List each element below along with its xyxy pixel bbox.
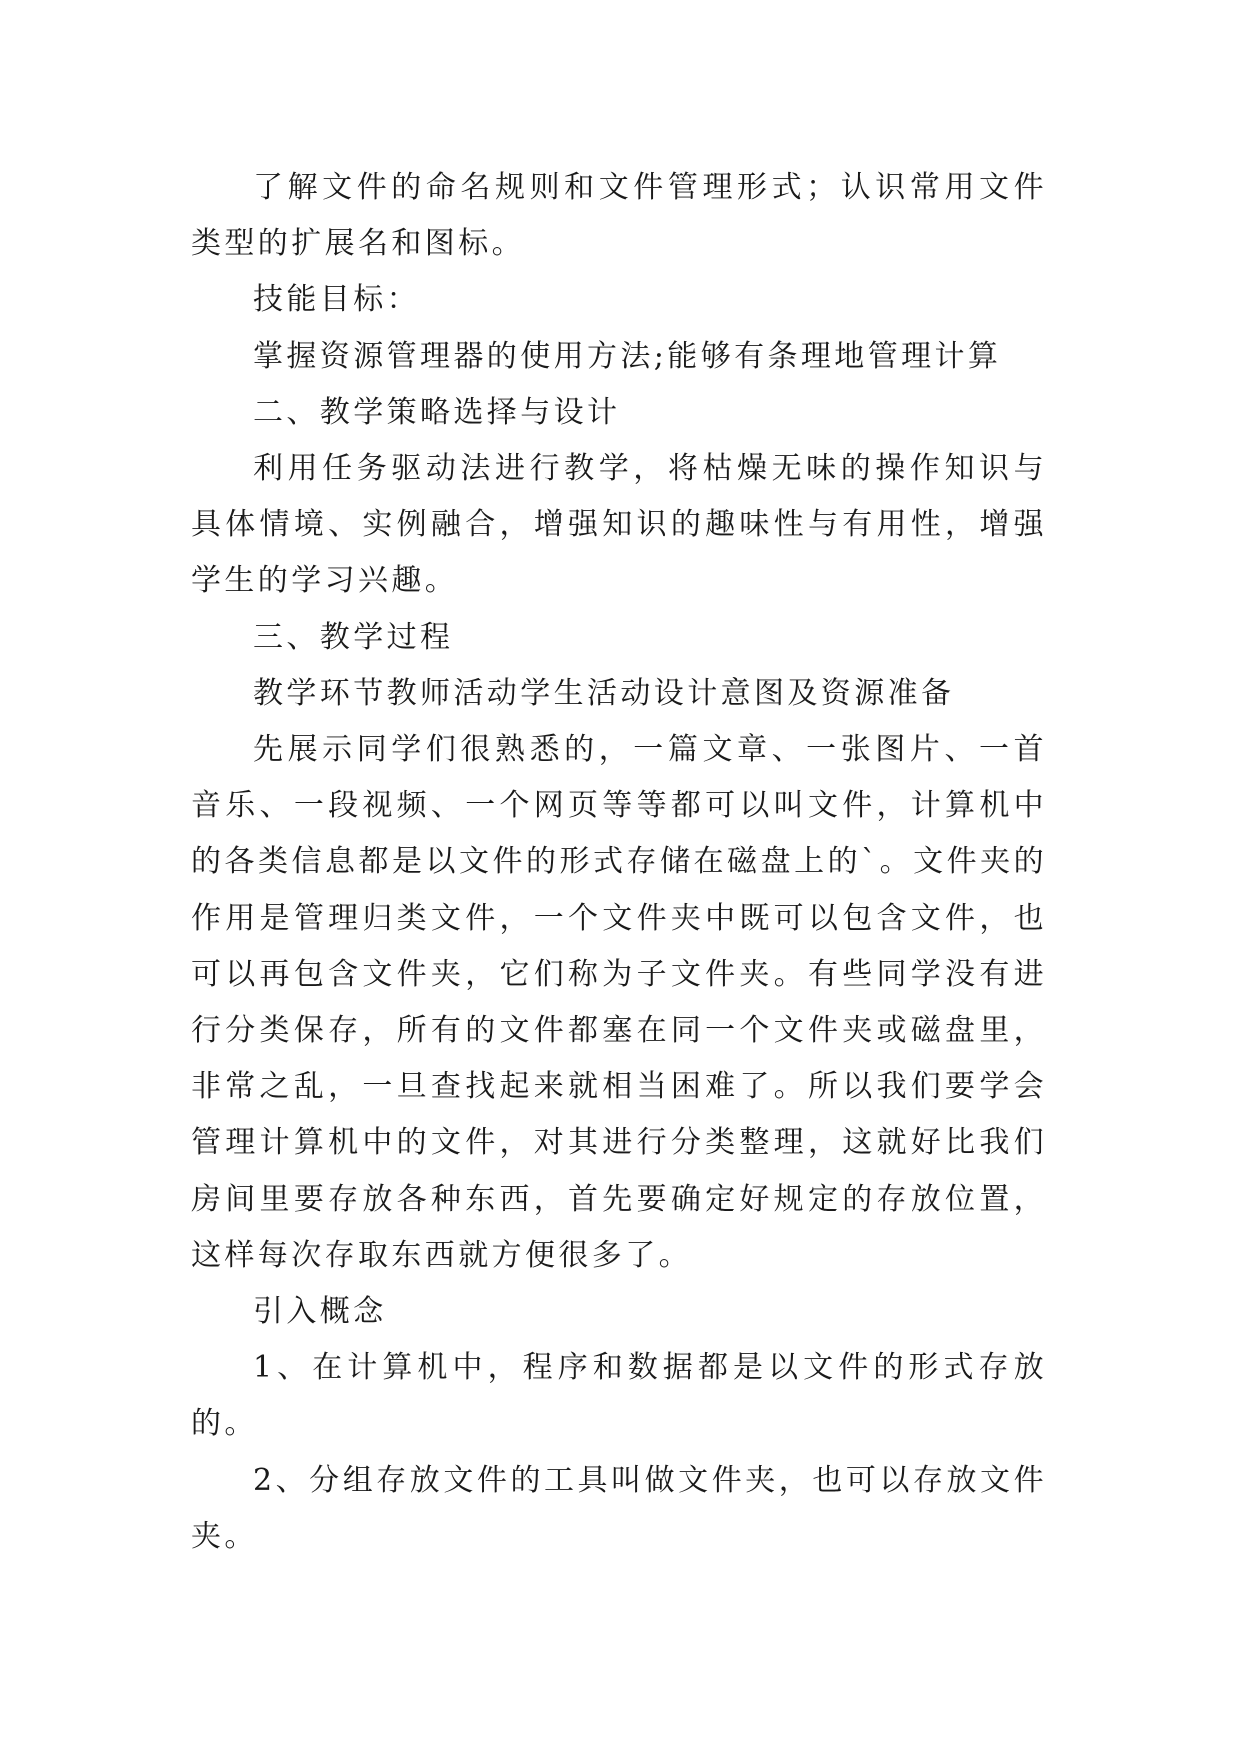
paragraph-strategy: 利用任务驱动法进行教学，将枯燥无味的操作知识与具体情境、实例融合，增强知识的趣味性与有用性，增强学生的学习兴趣。: [191, 451, 1047, 599]
paragraph-introduction: 先展示同学们很熟悉的，一篇文章、一张图片、一首音乐、一段视频、一个网页等等都可以叫文件，计算机中的各类信息都是以文件的形式存储在磁盘上的`。文件夹的作用是管理归类文件，一个文件夹中既可以包含文件，也可以再包含文件夹，它们称为子文件夹。有些同学没有进行分类保存，所有的文件都塞在同一个文件夹或磁盘里，非常之乱，一旦查找起来就相当困难了。所以我们要学会管理计算机中的文件，对其进行分类整理，这就好比我们房间里要存放各种东西，首先要确定好规定的存放位置，这样每次存取东西就方便很多了。: [191, 732, 1047, 1273]
paragraph-objectives-knowledge: 了解文件的命名规则和文件管理形式；认识常用文件类型的扩展名和图标。: [191, 170, 1047, 262]
document-body: [191, 160, 1047, 1565]
section-heading-strategy: 二、教学策略选择与设计: [253, 394, 621, 430]
paragraph-process-columns: 教学环节教师活动学生活动设计意图及资源准备: [253, 675, 955, 711]
list-item-concept-1: 1、在计算机中，程序和数据都是以文件的形式存放的。: [191, 1350, 1047, 1442]
list-item-concept-2: 2、分组存放文件的工具叫做文件夹，也可以存放文件夹。: [191, 1462, 1047, 1554]
paragraph-concept-heading: 引入概念: [253, 1294, 387, 1330]
paragraph-skill-goal: 掌握资源管理器的使用方法;能够有条理地管理计算: [253, 338, 1002, 374]
paragraph-skill-goal-heading: 技能目标：: [253, 282, 420, 318]
section-heading-process: 三、教学过程: [253, 619, 454, 655]
